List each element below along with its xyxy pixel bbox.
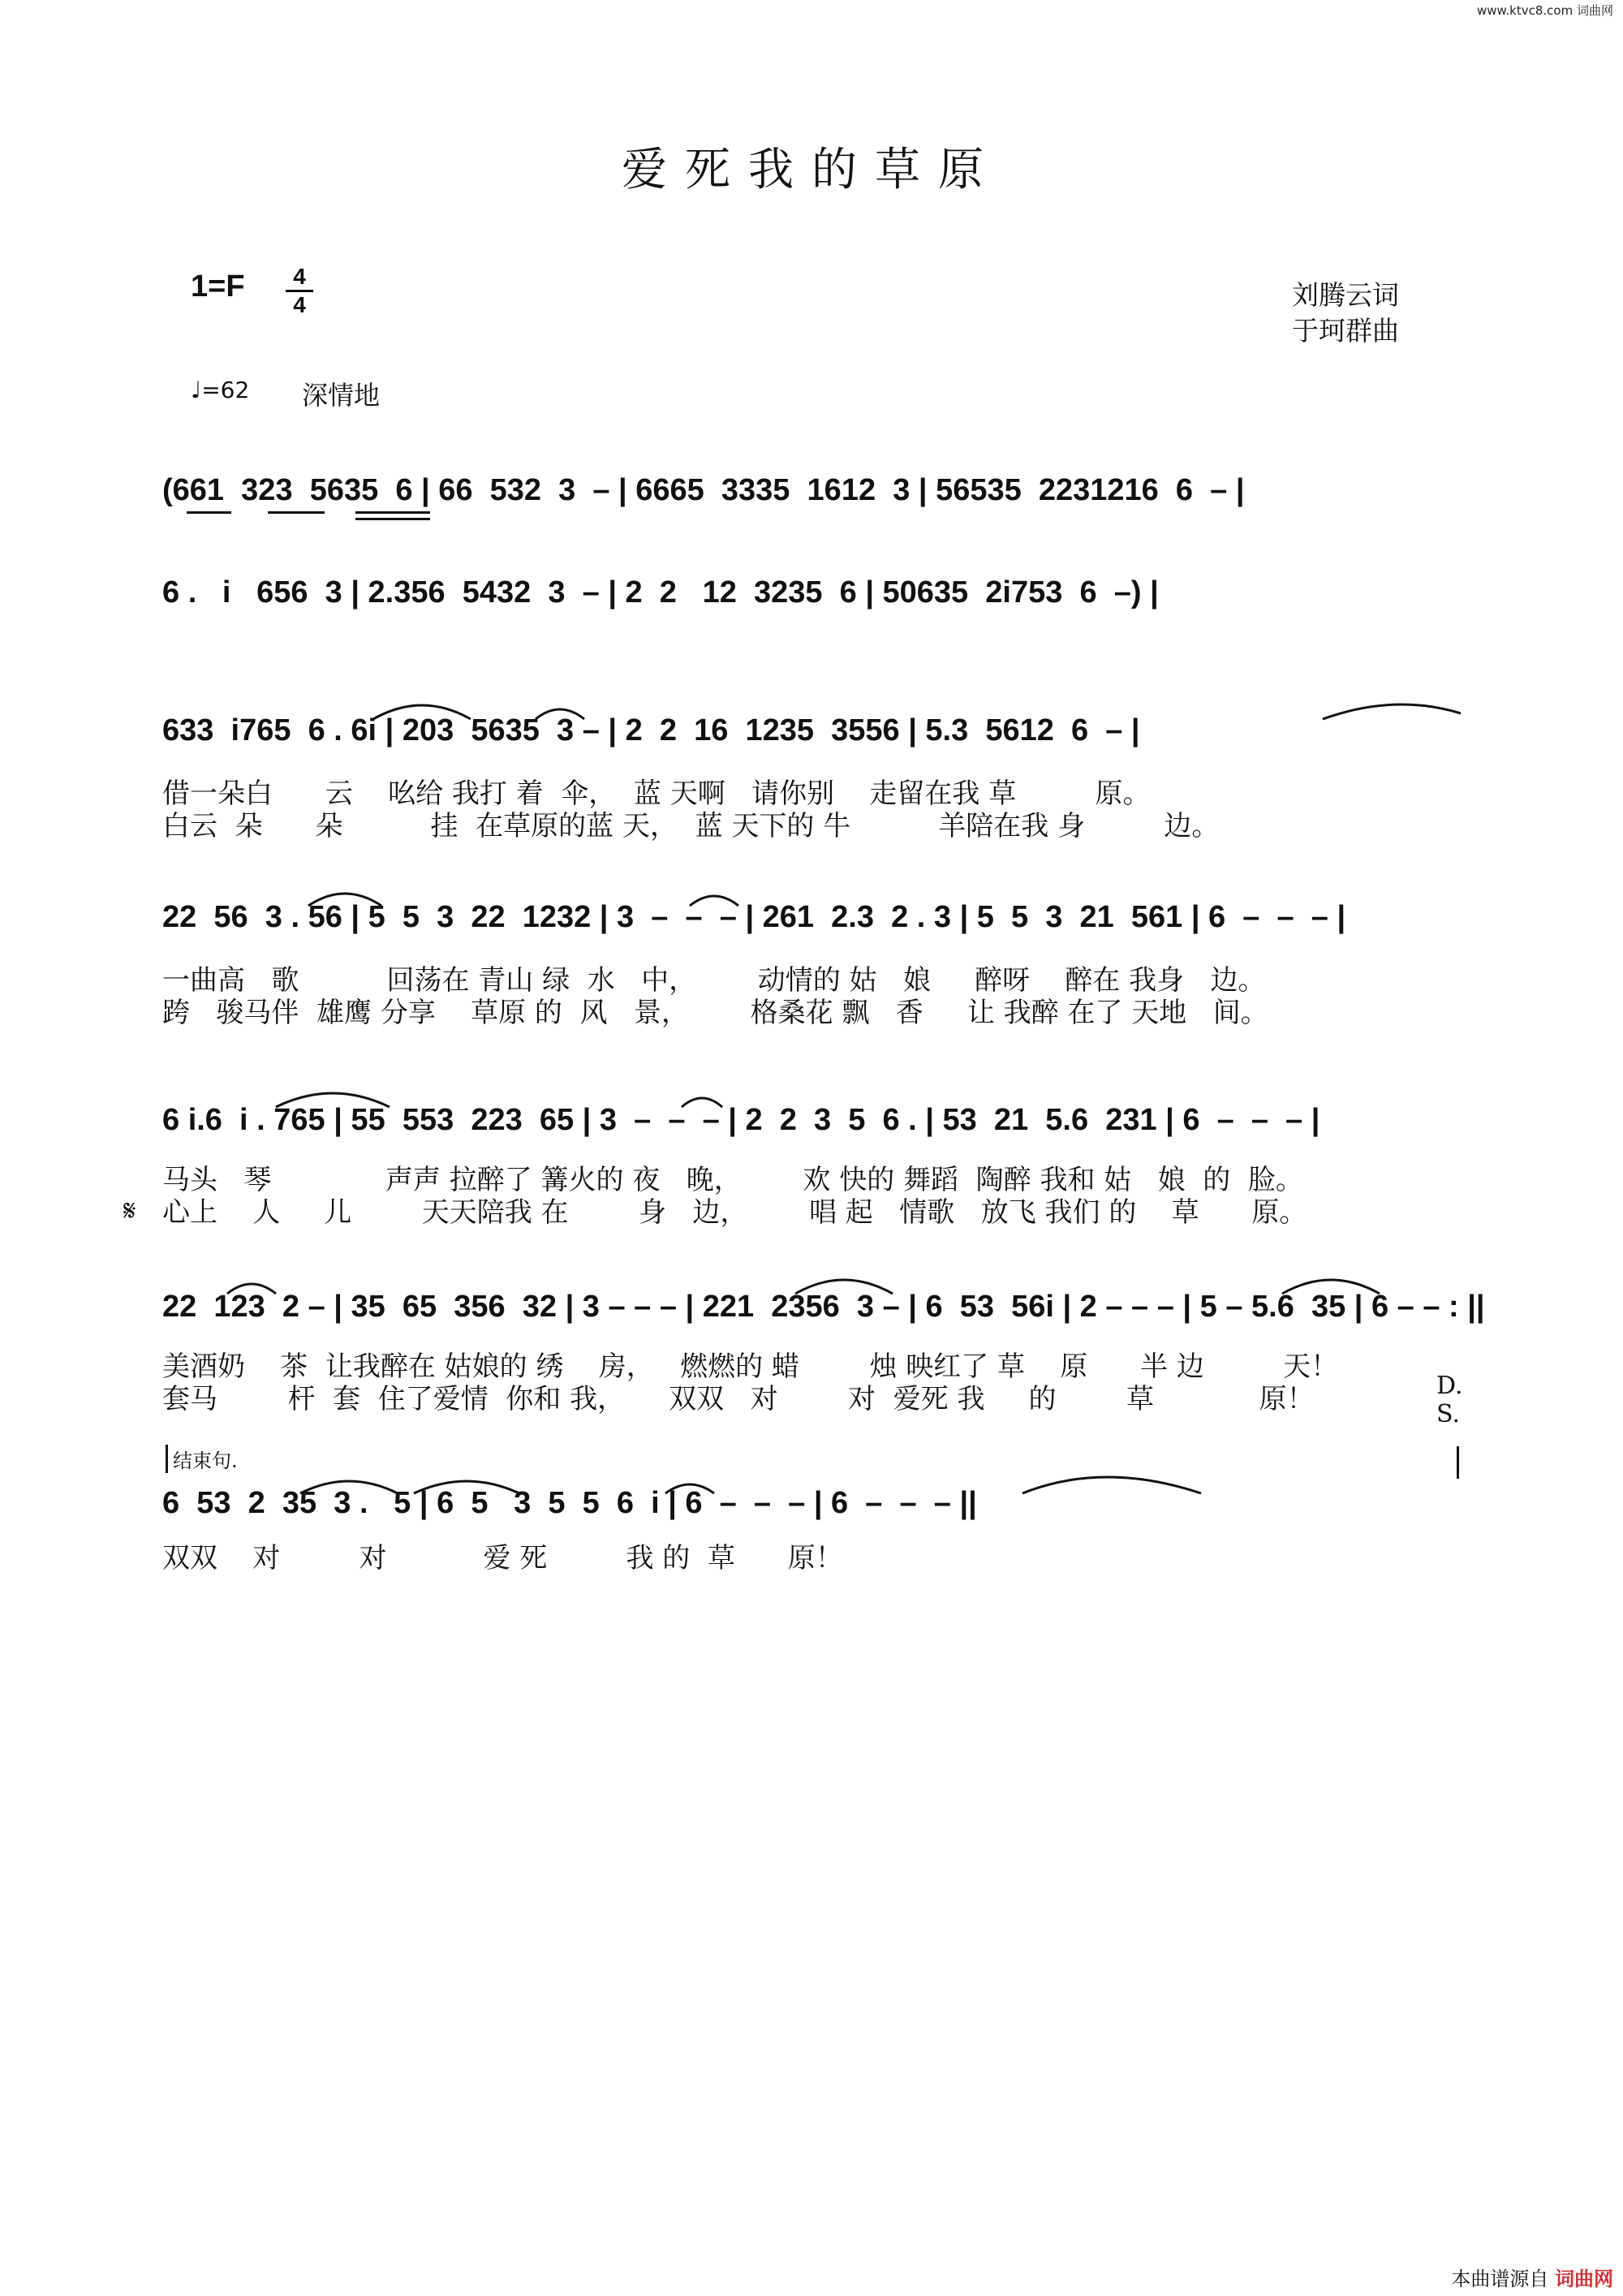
ds-marking: D. S. <box>1436 1372 1463 1428</box>
time-signature-bottom: 4 <box>293 292 306 317</box>
expression-marking: 深情地 <box>302 380 381 411</box>
lyric-verse-2: 套马 杆 套 住了爱情 你和 我， 双双 对 对 爱死 我 的 草 原！ <box>162 1383 1315 1415</box>
watermark: www.ktvc8.com 词曲网 <box>1476 3 1613 18</box>
beam <box>268 511 325 514</box>
score-system-2 <box>162 568 1461 666</box>
notation-line: 22 123 2 – | 35 65 356 32 | 3 – – – | 221 2356 3 – | 6 53 56i | 2 – – – | 5 – 5.6 35 | 6 – – : || <box>162 1290 1485 1324</box>
score-system-5 <box>123 1096 1461 1258</box>
lyric-verse-1: 一曲高 歌 回荡在 青山 绿 水 中， 动情的 姑 娘 醉呀 醉在 我身 边。 <box>162 964 1266 997</box>
lyricist: 刘腾云词 <box>1292 279 1399 311</box>
lyric-verse-1: 美酒奶 茶 让我醉在 姑娘的 绣 房， 燃燃的 蜡 烛 映红了 草 原 半 边 天！ <box>162 1350 1339 1383</box>
beam <box>187 511 231 514</box>
score-system-6 <box>162 1282 1485 1445</box>
time-signature-top: 4 <box>293 264 306 289</box>
score-system-7 <box>162 1445 1461 1574</box>
time-signature <box>286 265 313 317</box>
notation-line: 6 53 2 35 3 . 5 | 6 5 3 5 5 6 i | 6 – – – | 6 – – – || <box>162 1486 977 1520</box>
lyric-verse-1: 双双 对 对 爱 死 我 的 草 原！ <box>162 1542 843 1574</box>
footer-text: 本曲谱源自 <box>1451 2268 1549 2290</box>
ending-bracket-end <box>1457 1446 1459 1479</box>
notation-line: 633 i765 6 . 6i | 203 5635 3 – | 2 2 16 1235 3556 | 5.3 5612 6 – | <box>162 713 1140 747</box>
lyric-verse-2: 白云 朵 朵 挂 在草原的蓝 天， 蓝 天下的 牛 羊陪在我 身 边。 <box>162 810 1220 842</box>
tempo-marking: ♩=62 <box>191 377 250 403</box>
lyric-verse-1: 马头 琴 声声 拉醉了 篝火的 夜 晚， 欢 快的 舞蹈 陶醉 我和 姑 娘 的 脸。 <box>162 1164 1303 1196</box>
footer-brand: 词曲网 <box>1555 2268 1613 2290</box>
beam <box>355 511 430 514</box>
composer: 于珂群曲 <box>1292 315 1399 347</box>
score-system-3 <box>162 706 1461 868</box>
beam <box>355 518 430 520</box>
notation-line: (661 323 5635 6 | 66 532 3 – | 6665 3335 1612 3 | 56535 2231216 6 – | <box>162 473 1245 507</box>
ending-label: 结束句. <box>166 1445 238 1473</box>
notation-line: 6 i.6 i . 765 | 55 553 223 65 | 3 – – – | 2 2 3 5 6 . | 53 21 5.6 231 | 6 – – – | <box>162 1103 1320 1137</box>
segno-sign: 𝄋 <box>123 1195 136 1228</box>
key-signature: 1=F <box>191 269 245 304</box>
score-system-1 <box>162 466 1461 563</box>
lyric-verse-1: 借一朵白 云 吆给 我打 着 伞， 蓝 天啊 请你别 走留在我 草 原。 <box>162 778 1151 810</box>
notation-line: 6 . i 656 3 | 2.356 5432 3 – | 2 2 12 3235 6 | 50635 2i753 6 –) | <box>162 575 1159 610</box>
score-system-4 <box>162 893 1461 1055</box>
credits <box>1292 278 1399 349</box>
lyric-verse-2: 心上 人 儿 天天陪我 在 身 边， 唱 起 情歌 放飞 我们 的 草 原。 <box>162 1196 1307 1229</box>
song-title: 爱死我的草原 <box>622 144 1001 196</box>
lyric-verse-2: 跨 骏马伴 雄鹰 分享 草原 的 风 景， 格桑花 飘 香 让 我醉 在了 天地 间。 <box>162 997 1268 1029</box>
footer-credit <box>1451 2263 1613 2291</box>
notation-line: 22 56 3 . 56 | 5 5 3 22 1232 | 3 – – – | 261 2.3 2 . 3 | 5 5 3 21 561 | 6 – – – | <box>162 900 1346 934</box>
